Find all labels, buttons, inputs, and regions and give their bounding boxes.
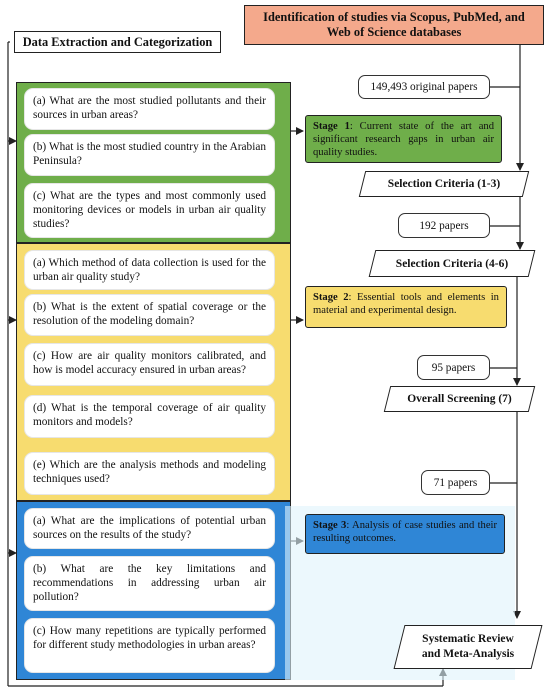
final-text: Systematic Review and Meta-Analysis bbox=[421, 633, 515, 660]
question-2e: (e) Which are the analysis methods and modeling techniques used? bbox=[24, 452, 275, 495]
stage-2-label: Stage 2 bbox=[313, 292, 349, 303]
count-2-text: 192 papers bbox=[419, 219, 469, 232]
question-2b: (b) What is the extent of spatial coverage or the resolution of the modeling domain? bbox=[24, 294, 275, 336]
stage-1-label: Stage 1 bbox=[313, 121, 350, 132]
criteria-2-text: Selection Criteria (4-6) bbox=[395, 257, 509, 270]
question-1c: (c) What are the types and most commonly used monitoring devices or models in urban air quality studies? bbox=[24, 183, 275, 238]
count-3-text: 95 papers bbox=[431, 361, 476, 374]
stage-1-text: : Current state of the art and significant research gaps in urban air quality studies. bbox=[313, 121, 494, 158]
stage-3-box bbox=[305, 514, 505, 554]
stage-3-label: Stage 3 bbox=[313, 520, 347, 531]
criteria-1-text: Selection Criteria (1-3) bbox=[387, 178, 501, 190]
database-identification-text: Identification of studies via Scopus, PubMed, and Web of Science databases bbox=[263, 10, 525, 39]
selection-criteria-4-6 bbox=[372, 250, 532, 277]
count-1-text: 149,493 original papers bbox=[370, 81, 478, 93]
question-1b: (b) What is the most studied country in the Arabian Peninsula? bbox=[24, 134, 275, 176]
question-3b: (b) What are the key limitations and recommendations in addressing urban air pollution? bbox=[24, 556, 275, 611]
question-3c: (c) How many repetitions are typically performed for different study methodologies in urban areas? bbox=[24, 618, 275, 673]
question-2a: (a) Which method of data collection is used for the urban air quality study? bbox=[24, 250, 275, 290]
count-pill-4 bbox=[421, 470, 490, 495]
stage-2-box bbox=[305, 286, 507, 328]
stage-3-text: : Analysis of case studies and their resulting outcomes. bbox=[313, 520, 497, 544]
question-3a: (a) What are the implications of potential urban sources on the results of the study? bbox=[24, 508, 275, 549]
screening-text: Overall Screening (7) bbox=[407, 393, 512, 405]
question-2c: (c) How are air quality monitors calibrated, and how is model accuracy ensured in urban areas? bbox=[24, 343, 275, 386]
database-identification-box bbox=[244, 5, 544, 45]
question-2d: (d) What is the temporal coverage of air quality monitors and models? bbox=[24, 395, 275, 438]
count-pill-1 bbox=[358, 75, 490, 99]
stage-2-text: : Essential tools and elements in material and experimental design. bbox=[313, 292, 499, 316]
count-pill-3 bbox=[417, 355, 490, 380]
systematic-review bbox=[399, 625, 537, 669]
overall-screening bbox=[387, 386, 532, 412]
stage-1-box bbox=[305, 115, 502, 163]
count-4-text: 71 papers bbox=[433, 476, 478, 489]
count-pill-2 bbox=[398, 213, 490, 238]
left-title-box bbox=[14, 31, 221, 53]
left-title-text: Data Extraction and Categorization bbox=[22, 34, 213, 49]
selection-criteria-1-3 bbox=[362, 171, 526, 197]
question-1a: (a) What are the most studied pollutants and their sources in urban areas? bbox=[24, 88, 275, 130]
